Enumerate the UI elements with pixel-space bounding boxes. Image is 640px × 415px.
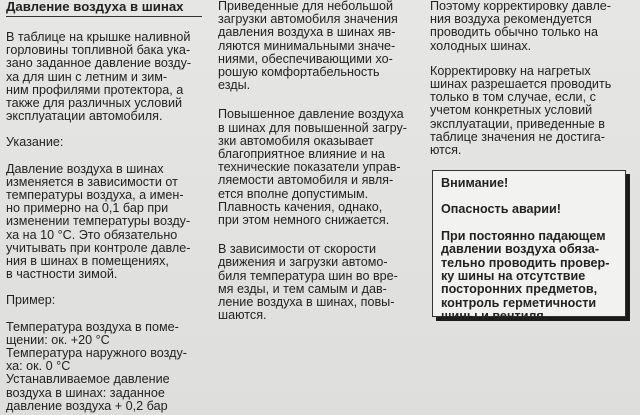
paragraph-warm-tires: Корректировку на нагретых шинах разрешается проводить только в том случае, если, с учетом конкретных условий эксплуатации, приведенные в таблице значения не достига- ются. bbox=[430, 63, 612, 158]
column-middle bbox=[218, 0, 416, 322]
column-right bbox=[430, 0, 636, 157]
example-label: Пример: bbox=[6, 293, 56, 308]
warning-danger: Опасность аварии! bbox=[441, 202, 561, 217]
example-paragraph: Температура воздуха в поме- щении: ок. +20 °С Температура наружного возду- ха: ок. 0 °С Устанавливаемое давление воздуха в шинах: заданное давление воздуха + 0,2 бар bbox=[6, 319, 187, 413]
note-label: Указание: bbox=[6, 135, 64, 150]
paragraph-cold-tires: Поэтому корректировку давле- ния воздуха рекомендуется проводить обычно только на холодных шинах. bbox=[430, 0, 611, 53]
warning-text: При постоянно падающем давлении воздуха обяза- тельно проводить провер- ку шины на отсутствие посторонних предметов, контроль герметичности шины и вентиля. bbox=[441, 228, 610, 324]
paragraph-minimum-pressure: Приведенные для небольшой загрузки автомобиля значения давления воздуха в шинах яв- ляются минимальными значе- ниями, обеспечивающими хо- рошую комфортабельность езды. bbox=[218, 0, 398, 93]
paragraph-temperature: В зависимости от скорости движения и загрузки автомо- биля температура шин во вре- мя езды, и тем самым и дав- ление воздуха в шинах, повы- шаются. bbox=[218, 242, 398, 323]
section-heading: Давление воздуха в шинах bbox=[6, 0, 184, 14]
column-left bbox=[6, 0, 202, 413]
paragraph-increased-pressure: Повышенное давление воздуха в шинах для повышенной загру- зки автомобиля оказывает благоприятное влияние и на технические показатели управ- ляемости автомобиля и явля- ется вполне допустимым. Плавность качения, однако, при этом немного снижается. bbox=[218, 107, 407, 228]
warning-title: Внимание! bbox=[441, 176, 509, 190]
warning-box bbox=[432, 170, 626, 324]
heading-underline bbox=[6, 16, 202, 17]
intro-paragraph: В таблице на крышке наливной горловины топливной бака ука- зано заданное давление возду- ха для шин с летним и зим- ним профилями протектора, а также для различных условий эксплуатации автомобиля. bbox=[6, 30, 192, 124]
note-paragraph: Давление воздуха в шинах изменяется в зависимости от температуры воздуха, а имен- но примерно на 0,1 бар при изменении температуры возду- ха на 10 °С. Это обязательно учитывать при контроле давле- ния в шинах в помещениях, в частности зимой. bbox=[6, 161, 191, 282]
